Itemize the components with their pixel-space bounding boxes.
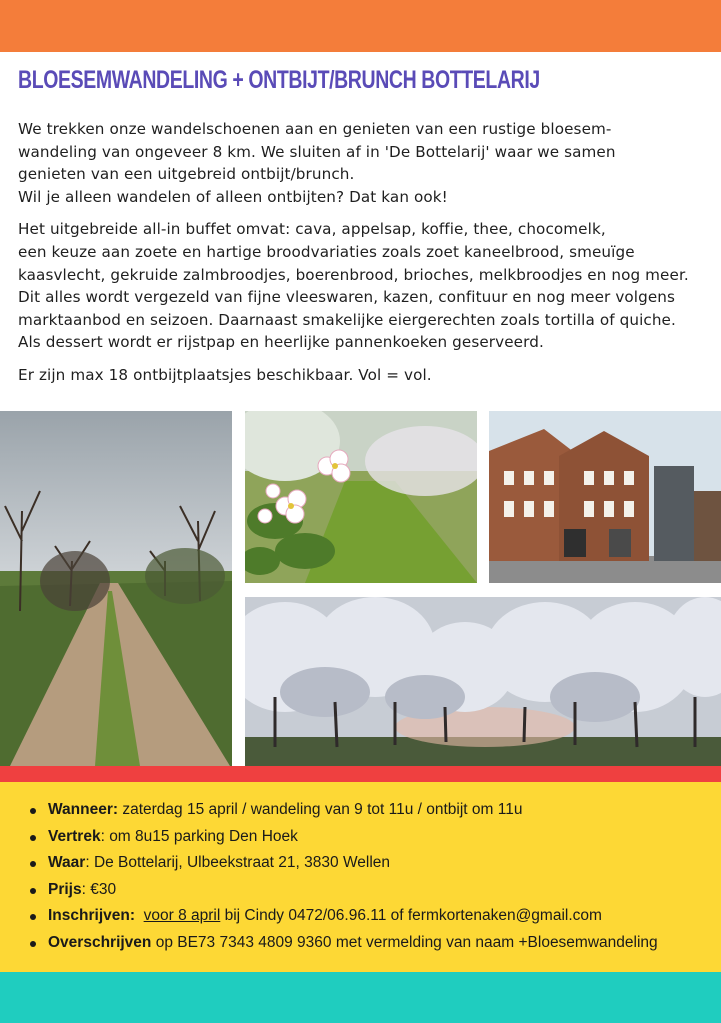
text-line: genieten van een uitgebreid ontbijt/brunch.	[18, 165, 355, 184]
red-color-band	[0, 766, 721, 782]
text-line: Dit alles wordt vergezeld van fijne vleeswaren, kazen, confituur en nog meer volgens	[18, 288, 676, 307]
photo-apple-blossom	[245, 411, 477, 583]
list-item-overschrijven	[28, 930, 658, 957]
inschrijven-date: voor 8 april	[143, 907, 221, 924]
list-item-waar	[28, 850, 658, 877]
inschrijven-gap	[135, 907, 144, 924]
inschrijven-value: bij Cindy 0472/06.96.11 of fermkortenaken@gmail.com	[220, 907, 602, 924]
overschrijven-value: op BE73 7343 4809 9360 met vermelding van naam +Bloesemwandeling	[151, 933, 658, 951]
photo-bottelarij-building	[489, 411, 721, 583]
text-line: Het uitgebreide all-in buffet omvat: cava, appelsap, koffie, thee, chocomelk,	[18, 220, 606, 239]
prijs-label: Prijs	[48, 880, 82, 898]
waar-value: : De Bottelarij, Ulbeekstraat 21, 3830 Wellen	[85, 854, 391, 871]
text-line: wandeling van ongeveer 8 km. We sluiten af in 'De Bottelarij' waar we samen	[18, 142, 616, 161]
waar-label: Waar	[48, 854, 86, 871]
intro-paragraph-2	[18, 218, 718, 354]
text-line: Als dessert wordt er rijstpap en heerlijke pannenkoeken geserveerd.	[18, 333, 544, 352]
list-item-vertrek	[28, 824, 658, 851]
photo-country-path	[0, 411, 232, 766]
overschrijven-label: Overschrijven	[48, 933, 152, 951]
page-title: BLOESEMWANDELING + ONTBIJT/BRUNCH BOTTELARIJ	[18, 66, 540, 94]
intro-text	[18, 118, 718, 397]
text-line: Wil je alleen wandelen of alleen ontbijten? Dat kan ook!	[18, 187, 448, 206]
text-line: Er zijn max 18 ontbijtplaatsjes beschikbaar. Vol = vol.	[18, 365, 432, 384]
inschrijven-label: Inschrijven:	[48, 907, 135, 924]
wanneer-value: zaterdag 15 april / wandeling van 9 tot 11u / ontbijt om 11u	[118, 801, 523, 818]
text-line: een keuze aan zoete en hartige broodvariaties zoals zoet kaneelbrood, smeuïge	[18, 242, 635, 261]
text-line: kaasvlecht, gekruide zalmbroodjes, boerenbrood, brioches, melkbroodjes en nog meer.	[18, 265, 689, 284]
text-line: We trekken onze wandelschoenen aan en genieten van een rustige bloesem-	[18, 120, 612, 138]
list-item-inschrijven	[28, 903, 658, 930]
vertrek-label: Vertrek	[48, 827, 101, 845]
text-line: marktaanbod en seizoen. Daarnaast smakelijke eiergerechten zoals tortilla of quiche.	[18, 310, 676, 329]
event-details-list	[28, 797, 658, 956]
top-color-band	[0, 0, 721, 52]
vertrek-value: : om 8u15 parking Den Hoek	[100, 827, 298, 845]
wanneer-label: Wanneer:	[48, 801, 119, 818]
list-item-prijs	[28, 877, 658, 904]
list-item-wanneer	[28, 797, 658, 824]
intro-paragraph-3	[18, 364, 718, 387]
prijs-value: : €30	[81, 880, 117, 898]
intro-paragraph-1	[18, 118, 718, 208]
teal-color-band	[0, 972, 721, 1023]
photo-blossom-orchard	[245, 597, 721, 766]
